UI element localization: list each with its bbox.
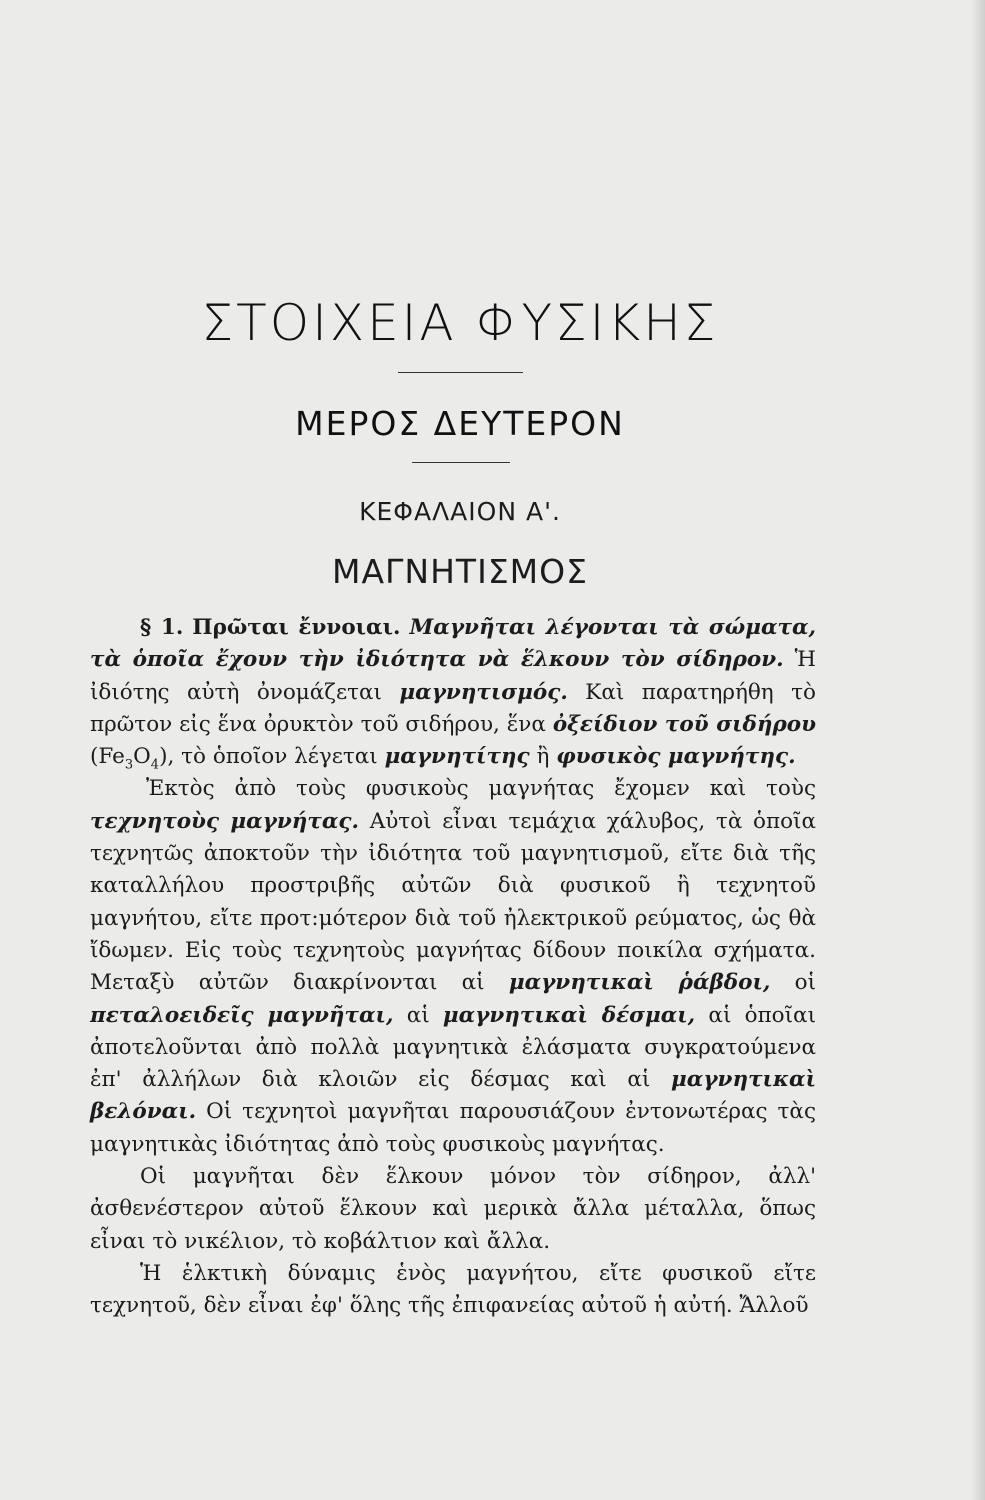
magnet-definition: Μαγνῆται λέγονται τὰ σώματα, τὰ ὁποῖα ἔχουν τὴν ἰδιότητα νὰ ἕλκουν τὸν σίδηρον.: [90, 615, 816, 673]
term-artificial-magnets: τεχνητοὺς μαγνήτας.: [90, 808, 359, 834]
chapter-number: ΚΕΦΑΛΑΙΟΝ Α'.: [359, 497, 561, 526]
section-heading: Πρῶται ἔννοιαι.: [192, 615, 401, 640]
paragraph-3: Οἱ μαγνῆται δὲν ἕλκουν μόνον τὸν σίδηρον, ἀλλ' ἀσθενέστερον αὐτοῦ ἕλκουν καὶ μερικὰ ἄλλα μέταλλα, ὅπως εἶναι τὸ νικέλιον, τὸ κοβάλτιον καὶ ἄλλα.: [90, 1164, 816, 1254]
section-number: § 1.: [140, 615, 184, 640]
book-part-subtitle: ΜΕΡΟΣ ΔΕΥΤΕΡΟΝ: [295, 404, 625, 443]
term-magnetite: μαγνητίτης: [384, 744, 530, 770]
term-iron-oxide: ὀξείδιον τοῦ σιδήρου: [552, 711, 817, 737]
page-edge-shadow: [971, 0, 985, 1500]
body-text: [90, 612, 816, 1323]
book-title: ΣΤΟΙΧΕΙΑ ΦΥΣΙΚΗΣ: [201, 294, 719, 352]
paragraph-1: § 1. Πρῶται ἔννοιαι. Μαγνῆται λέγονται τὰ σώματα, τὰ ὁποῖα ἔχουν τὴν ἰδιότητα νὰ ἕλκουν τὸν σίδηρον. Ἡ ἰδιότης αὐτὴ ὀνομάζεται μαγνητισμός. Καὶ παρατηρήθη τὸ πρῶτον εἰς ἕνα ὀρυκτὸν τοῦ σιδήρου, ἕνα ὀξείδιον τοῦ σιδήρου $(Fe_3O_4)$, τὸ ὁποῖον λέγεται μαγνητίτης ἢ φυσικὸς μαγνήτης.: [90, 615, 817, 773]
subtitle-divider: [412, 462, 510, 463]
chemical-formula: $(Fe_3O_4)$,: [90, 744, 175, 773]
paragraph-2: Ἐκτὸς ἀπὸ τοὺς φυσικοὺς μαγνήτας ἔχομεν καὶ τοὺς τεχνητοὺς μαγνήτας. Αὐτοὶ εἶναι τεμάχια χάλυβος, τὰ ὁποῖα τεχνητῶς ἀποκτοῦν τὴν ἰδιότητα τοῦ μαγνητισμοῦ, εἴτε διὰ τῆς καταλλήλου προστριβῆς αὐτῶν διὰ φυσικοῦ ἢ τεχνητοῦ μαγνήτου, εἴτε προτ:μότερον διὰ τοῦ ἠλεκτρικοῦ ρεύματος, ὡς θὰ ἴδωμεν. Εἰς τοὺς τεχνητοὺς μαγνήτας δίδουν ποικίλα σχήματα. Μεταξὺ αὐτῶν διακρίνονται αἱ μαγνητικαὶ ῥάβδοι, οἱ πεταλοειδεῖς μαγνῆται, αἱ μαγνητικαὶ δέσμαι, αἱ ὁποῖαι ἀποτελοῦνται ἀπὸ πολλὰ μαγνητικὰ ἐλάσματα συγκρατούμενα ἐπ' ἀλλήλων διὰ κλοιῶν εἰς δέσμας καὶ αἱ μαγνητικαὶ βελόναι. Οἱ τεχνητοὶ μαγνῆται παρουσιάζουν ἐντονωτέρας τὰς μαγνητικὰς ἰδιότητας ἀπὸ τοὺς φυσικοὺς μαγνήτας.: [90, 776, 817, 1157]
term-horseshoe-magnets: πεταλοειδεῖς μαγνῆται,: [90, 1002, 394, 1028]
paragraph-4: Ἡ ἑλκτικὴ δύναμις ἑνὸς μαγνήτου, εἴτε φυσικοῦ εἴτε τεχνητοῦ, δὲν εἶναι ἐφ' ὅλης τῆς ἐπιφανείας αὐτοῦ ἡ αὐτή. Ἄλλοῦ: [90, 1260, 816, 1319]
term-magnetic-bundles: μαγνητικαὶ δέσμαι,: [442, 1002, 696, 1028]
term-magnetic-needles: μαγνητικαὶ βελόναι.: [90, 1067, 817, 1125]
term-magnetism: μαγνητισμός.: [399, 679, 568, 705]
chapter-title: ΜΑΓΝΗΤΙΣΜΟΣ: [332, 552, 588, 591]
term-magnetic-bars: μαγνητικαὶ ῥάβδοι,: [508, 970, 771, 996]
title-divider: [398, 372, 523, 373]
term-natural-magnet: φυσικὸς μαγνήτης.: [556, 744, 796, 770]
